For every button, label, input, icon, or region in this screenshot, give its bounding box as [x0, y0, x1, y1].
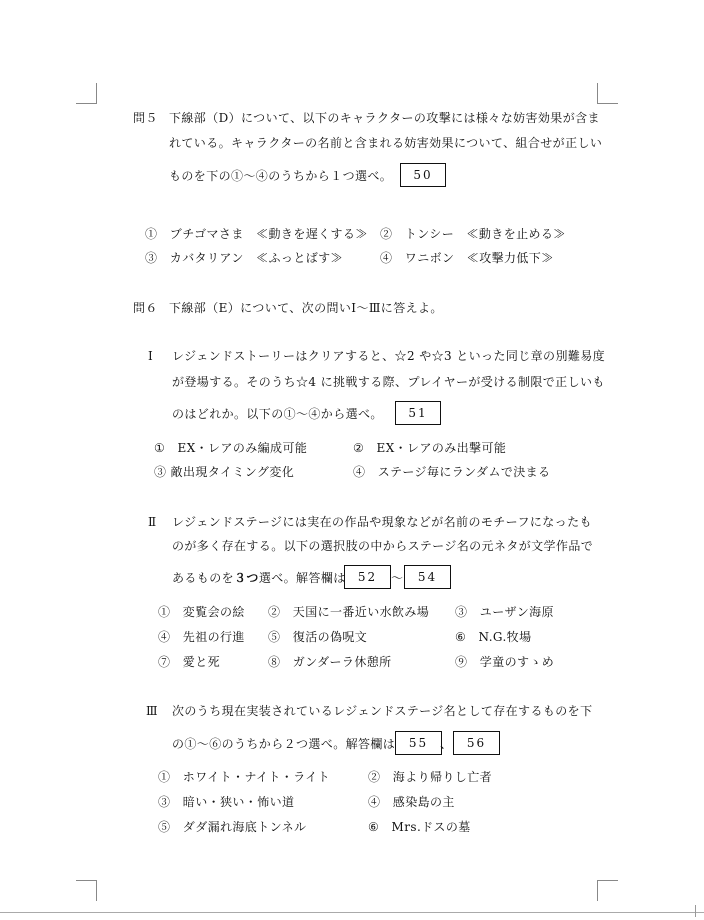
sub-question-ii-line2: のが多く存在する。以下の選択肢の中からステージ名の元ネタが文学作品で	[172, 539, 594, 553]
answer-box-56[interactable]: 56	[453, 731, 500, 755]
sub-question-i-line1: レジェンドストーリーはクリアすると、☆2 や☆3 といった同じ章の別難易度	[172, 349, 606, 363]
q6-ii-option-2: ② 天国に一番近い水飲み場	[268, 605, 430, 619]
q6-ii-option-1: ① 変覧会の絵	[158, 605, 245, 619]
q6-iii-option-1: ① ホワイト・ナイト・ライト	[158, 770, 331, 784]
answer-box-50[interactable]: 50	[400, 163, 446, 187]
question-5-line1: 下線部（D）について、以下のキャラクターの攻撃には様々な妨害効果が含ま	[169, 111, 600, 125]
crop-mark-bottom-right	[597, 880, 618, 901]
q6-ii-option-3: ③ ユーザン海原	[455, 605, 554, 619]
question-5-label: 問５	[133, 111, 158, 125]
answer-range-tilde: ～	[391, 571, 404, 585]
sub-question-ii-line1: レジェンドステージには実在の作品や現象などが名前のモチーフになったも	[172, 515, 592, 529]
q6-iii-option-2: ② 海より帰りし亡者	[368, 770, 493, 784]
crop-mark-top-left	[76, 83, 97, 104]
q6-ii-option-5: ⑤ 復活の偽呪文	[268, 630, 368, 644]
q6-i-option-2: ② EX・レアのみ出撃可能	[353, 441, 507, 455]
question-5-line3: ものを下の①～④のうちから１つ選べ。	[169, 169, 393, 183]
crop-mark-bottom-left	[76, 880, 97, 901]
page-corner-mark	[695, 905, 696, 917]
sub-question-i-label: Ⅰ	[148, 349, 154, 363]
q6-ii-option-7: ⑦ 愛と死	[158, 655, 221, 669]
crop-mark-top-right	[597, 83, 618, 104]
answer-separator: 、	[440, 737, 453, 751]
answer-box-51[interactable]: 51	[395, 401, 441, 425]
q6-ii-option-6: ⑥ N.G.牧場	[455, 630, 532, 644]
answer-box-52[interactable]: 52	[344, 565, 391, 589]
sub-question-i-line2: が登場する。そのうち☆4 に挑戦する際、プレイヤーが受ける制限で正しいも	[172, 375, 605, 389]
sub-question-ii-line3-pre: あるものを	[172, 571, 235, 585]
q5-option-2: ② トンシー ≪動きを止める≫	[380, 227, 566, 241]
sub-question-ii-line3-post: 選べ。解答欄は	[258, 571, 346, 585]
answer-box-55[interactable]: 55	[395, 731, 442, 755]
q5-option-1: ① ブチゴマさま ≪動きを遅くする≫	[145, 227, 368, 241]
sub-question-iii-label: Ⅲ	[146, 704, 158, 718]
question-5-line2: れている。キャラクターの名前と含まれる妨害効果について、組合せが正しい	[169, 136, 603, 150]
answer-box-54[interactable]: 54	[404, 565, 451, 589]
sub-question-i-line3: のはどれか。以下の①～④から選べ。	[172, 407, 383, 421]
q6-iii-option-4: ④ 感染島の主	[368, 795, 455, 809]
sub-question-iii-line2: の①～⑥のうちから２つ選べ。解答欄は	[172, 737, 396, 751]
q5-option-4: ④ ワニボン ≪攻撃力低下≫	[380, 251, 554, 265]
sub-question-iii-line1: 次のうち現在実装されているレジェンドステージ名として存在するものを下	[172, 704, 593, 718]
q6-iii-option-6: ⑥ Mrs.ドスの墓	[368, 820, 471, 834]
question-6-label: 問６	[133, 301, 158, 315]
question-6-intro: 下線部（E）について、次の問いⅠ～Ⅲに答えよ。	[169, 301, 443, 315]
q6-i-option-3: ③ 敵出現タイミング変化	[154, 465, 295, 479]
sub-question-ii-emphasis: ３つ	[234, 571, 259, 585]
page-bottom-edge	[0, 912, 704, 913]
q6-ii-option-8: ⑧ ガンダーラ休憩所	[268, 655, 392, 669]
q6-ii-option-9: ⑨ 学童のすゝめ	[455, 655, 555, 669]
q6-iii-option-5: ⑤ ダダ漏れ海底トンネル	[158, 820, 307, 834]
q5-option-3: ③ カバタリアン ≪ふっとばす≫	[145, 251, 343, 265]
q6-iii-option-3: ③ 暗い・狭い・怖い道	[158, 795, 295, 809]
sub-question-ii-line3	[172, 570, 346, 586]
sub-question-ii-label: Ⅱ	[148, 515, 157, 529]
q6-i-option-1: ① EX・レアのみ編成可能	[154, 441, 308, 455]
q6-ii-option-4: ④ 先祖の行進	[158, 630, 245, 644]
q6-i-option-4: ④ ステージ毎にランダムで決まる	[353, 465, 551, 479]
